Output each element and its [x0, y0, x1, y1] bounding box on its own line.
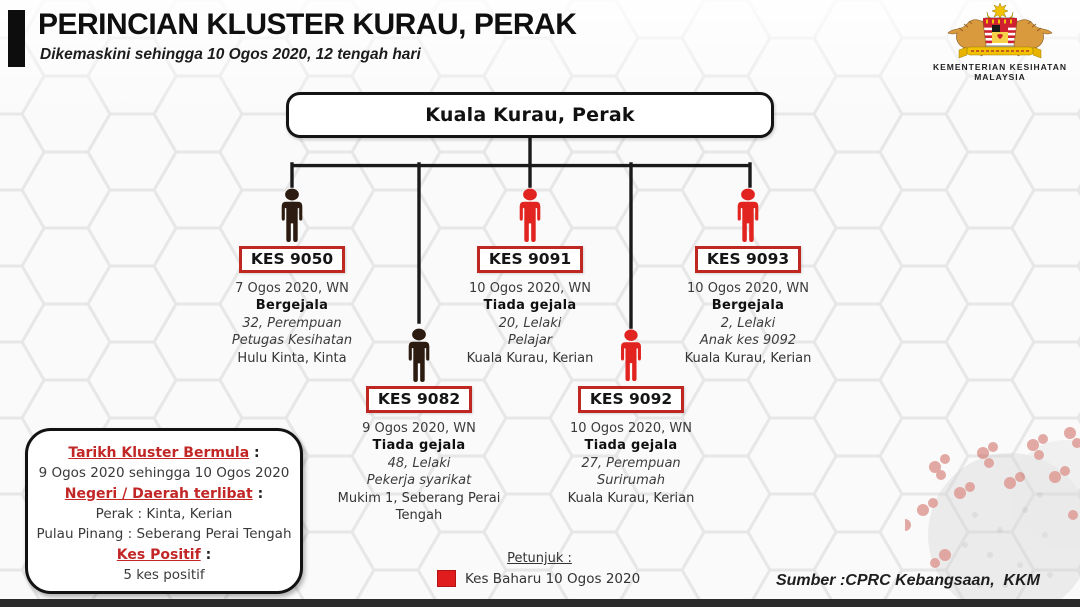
ministry-name-line1: KEMENTERIAN KESIHATAN [932, 62, 1068, 72]
cluster-root-node [286, 92, 774, 138]
summary-positive-cases-value: 5 kes positif [123, 566, 205, 583]
bottom-edge-bar [0, 599, 1080, 607]
summary-district-perak: Perak : Kinta, Kerian [95, 505, 233, 522]
summary-district-pulau-pinang: Pulau Pinang : Seberang Perai Tengah [36, 525, 292, 542]
person-icon [728, 188, 768, 243]
case-occupation: Surirumah [597, 473, 665, 489]
case-occupation: Anak kes 9092 [699, 333, 797, 349]
person-icon [510, 188, 550, 243]
colon: : [249, 444, 260, 461]
case-details [327, 420, 511, 524]
legend-item-label: Kes Baharu 10 Ogos 2020 [465, 570, 641, 587]
case-column-kes-9092 [539, 328, 723, 507]
case-symptom-status: Tiada gejala [584, 438, 678, 454]
person-icon [612, 328, 650, 383]
summary-heading-start-date-label: Tarikh Kluster Bermula [68, 444, 250, 461]
colon: : [252, 485, 264, 502]
summary-heading-districts-label: Negeri / Daerah terlibat [64, 485, 253, 502]
case-demography: 2, Lelaki [720, 315, 776, 331]
case-id-badge: KES 9050 [239, 246, 345, 273]
case-location: Mukim 1, Seberang Perai Tengah [337, 490, 501, 524]
cluster-summary-box [25, 428, 303, 594]
case-symptom-status: Tiada gejala [483, 298, 577, 314]
case-demography: 32, Perempuan [242, 315, 342, 331]
summary-heading-start-date [34, 445, 294, 461]
summary-heading-positive-cases [34, 547, 294, 563]
case-id-badge: KES 9082 [366, 386, 472, 413]
summary-heading-positive-cases-label: Kes Positif [116, 546, 201, 563]
case-details [568, 420, 695, 507]
case-date: 7 Ogos 2020, WN [235, 281, 349, 296]
case-demography: 48, Lelaki [387, 455, 451, 471]
case-demography: 27, Perempuan [581, 455, 681, 471]
case-symptom-status: Tiada gejala [372, 438, 466, 454]
legend-title: Petunjuk : [507, 551, 572, 566]
case-symptom-status: Bergejala [255, 298, 329, 314]
legend-item-new-case [437, 570, 642, 587]
source-attribution: Sumber :CPRC Kebangsaan, KKM [775, 572, 1040, 589]
ministry-name-line2: MALAYSIA [974, 72, 1026, 82]
colon: : [200, 546, 212, 563]
case-id-badge: KES 9091 [477, 246, 583, 273]
case-occupation: Pekerja syarikat [366, 473, 472, 489]
case-date: 10 Ogos 2020, WN [570, 421, 692, 436]
page-subtitle: Dikemaskini sehingga 10 Ogos 2020, 12 tengah hari [40, 46, 421, 63]
case-occupation: Petugas Kesihatan [231, 333, 353, 349]
new-case-swatch-icon [437, 570, 456, 587]
case-symptom-status: Bergejala [711, 298, 785, 314]
case-location: Kuala Kurau, Kerian [684, 350, 812, 366]
legend [437, 551, 642, 587]
case-location: Kuala Kurau, Kerian [466, 350, 594, 366]
case-demography: 20, Lelaki [498, 315, 562, 331]
case-date: 10 Ogos 2020, WN [687, 281, 809, 296]
summary-start-date-value: 9 Ogos 2020 sehingga 10 Ogos 2020 [38, 464, 290, 481]
case-date: 10 Ogos 2020, WN [469, 281, 591, 296]
page-title: PERINCIAN KLUSTER KURAU, PERAK [38, 8, 577, 41]
cluster-root-label: Kuala Kurau, Perak [425, 104, 635, 126]
person-icon [272, 188, 312, 243]
case-location: Kuala Kurau, Kerian [567, 490, 695, 506]
case-date: 9 Ogos 2020, WN [362, 421, 476, 436]
case-occupation: Pelajar [507, 333, 553, 349]
case-id-badge: KES 9092 [578, 386, 684, 413]
case-column-kes-9082 [327, 328, 511, 524]
case-location: Hulu Kinta, Kinta [237, 350, 347, 366]
person-icon [399, 328, 439, 383]
case-id-badge: KES 9093 [695, 246, 801, 273]
summary-heading-districts [34, 486, 294, 502]
